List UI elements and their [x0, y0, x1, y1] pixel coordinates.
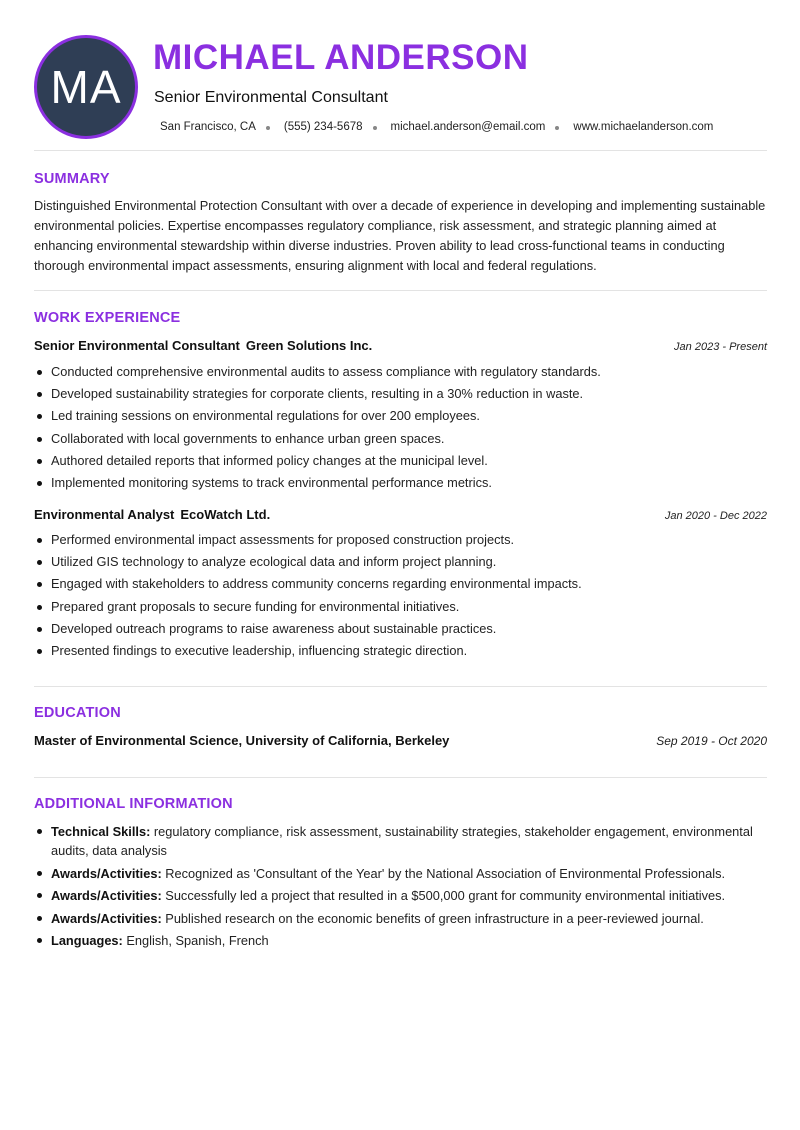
list-item [34, 909, 767, 928]
item-label: Awards/Activities: [51, 865, 162, 881]
section-title-experience: WORK EXPERIENCE [34, 310, 181, 326]
education-degree: Master of Environmental Science, University of California, Berkeley [34, 733, 450, 748]
education-dates: Sep 2019 - Oct 2020 [656, 734, 767, 748]
contact-email[interactable]: michael.anderson@email.com [390, 121, 546, 133]
avatar [34, 35, 138, 139]
separator-dot-icon [373, 126, 377, 130]
contact-phone: (555) 234-5678 [283, 121, 363, 133]
job-header [34, 507, 767, 522]
list-item: Presented findings to executive leadership, influencing strategic direction. [34, 640, 767, 662]
list-item: Implemented monitoring systems to track environmental performance metrics. [34, 472, 767, 494]
separator-dot-icon [555, 126, 559, 130]
job-title: Senior Environmental Consultant [34, 338, 240, 353]
job-bullets [34, 529, 767, 662]
list-item: Led training sessions on environmental regulations for over 200 employees. [34, 405, 767, 427]
contact-location: San Francisco, CA [160, 121, 256, 133]
item-label: Languages: [51, 933, 123, 948]
contact-line [160, 121, 713, 133]
additional-list [34, 822, 767, 954]
item-text: Published research on the economic benefits of green infrastructure in a peer-reviewed journal. [165, 910, 704, 926]
education-entry [34, 733, 767, 748]
list-item: Conducted comprehensive environmental audits to assess compliance with regulatory standards. [34, 361, 767, 383]
item-label: Awards/Activities: [51, 888, 162, 903]
divider [34, 777, 767, 778]
item-text: Successfully led a project that resulted in a $500,000 grant for community environmental initiatives. [165, 888, 726, 903]
list-item [34, 931, 767, 950]
section-title-summary: SUMMARY [34, 171, 110, 187]
list-item: Authored detailed reports that informed policy changes at the municipal level. [34, 450, 767, 472]
separator-dot-icon [266, 126, 270, 130]
section-title-education: EDUCATION [34, 705, 121, 721]
item-text: English, Spanish, French [126, 933, 269, 948]
job-dates: Jan 2023 - Present [674, 341, 767, 353]
job-company: Green Solutions Inc. [245, 338, 373, 353]
list-item [34, 864, 767, 883]
job-title-line [34, 507, 270, 522]
divider [34, 150, 767, 151]
job-bullets [34, 361, 767, 494]
list-item: Collaborated with local governments to enhance urban green spaces. [34, 428, 767, 450]
list-item [34, 886, 767, 905]
job-header [34, 338, 767, 353]
candidate-title: Senior Environmental Consultant [154, 89, 388, 106]
list-item: Developed outreach programs to raise awareness about sustainable practices. [34, 618, 767, 640]
avatar-initials: MA [50, 61, 122, 113]
candidate-name: MICHAEL ANDERSON [153, 38, 529, 77]
divider [34, 686, 767, 687]
item-label: Technical Skills: [51, 824, 151, 839]
summary-text: Distinguished Environmental Protection Consultant with over a decade of experience in developing and implementing sustainable environmental policies. Expertise encompasses regulatory compliance, risk assessment, and strategic planning aimed at enhancing environmental stewardship within diverse industries. Proven ability to lead cross-functional teams in conducting thorough environmental impact assessments, ensuring alignment with local and federal regulations. [34, 198, 766, 273]
job-dates: Jan 2020 - Dec 2022 [664, 510, 767, 522]
list-item [34, 822, 767, 860]
divider [34, 290, 767, 291]
item-text: regulatory compliance, risk assessment, sustainability strategies, stakeholder engagement, environmental audits, data analysis [51, 824, 753, 858]
list-item: Developed sustainability strategies for corporate clients, resulting in a 30% reduction in waste. [34, 383, 767, 405]
list-item: Utilized GIS technology to analyze ecological data and inform project planning. [34, 551, 767, 573]
list-item: Prepared grant proposals to secure funding for environmental initiatives. [34, 596, 767, 618]
job-title-line [34, 338, 372, 353]
section-title-additional: ADDITIONAL INFORMATION [34, 796, 233, 812]
list-item: Engaged with stakeholders to address community concerns regarding environmental impacts. [34, 573, 767, 595]
item-text: Recognized as 'Consultant of the Year' by the National Association of Environmental Professionals. [165, 865, 726, 881]
job-company: EcoWatch Ltd. [180, 507, 271, 522]
list-item: Performed environmental impact assessments for proposed construction projects. [34, 529, 767, 551]
contact-website[interactable]: www.michaelanderson.com [573, 121, 714, 133]
item-label: Awards/Activities: [51, 910, 162, 926]
job-title: Environmental Analyst [34, 507, 175, 522]
